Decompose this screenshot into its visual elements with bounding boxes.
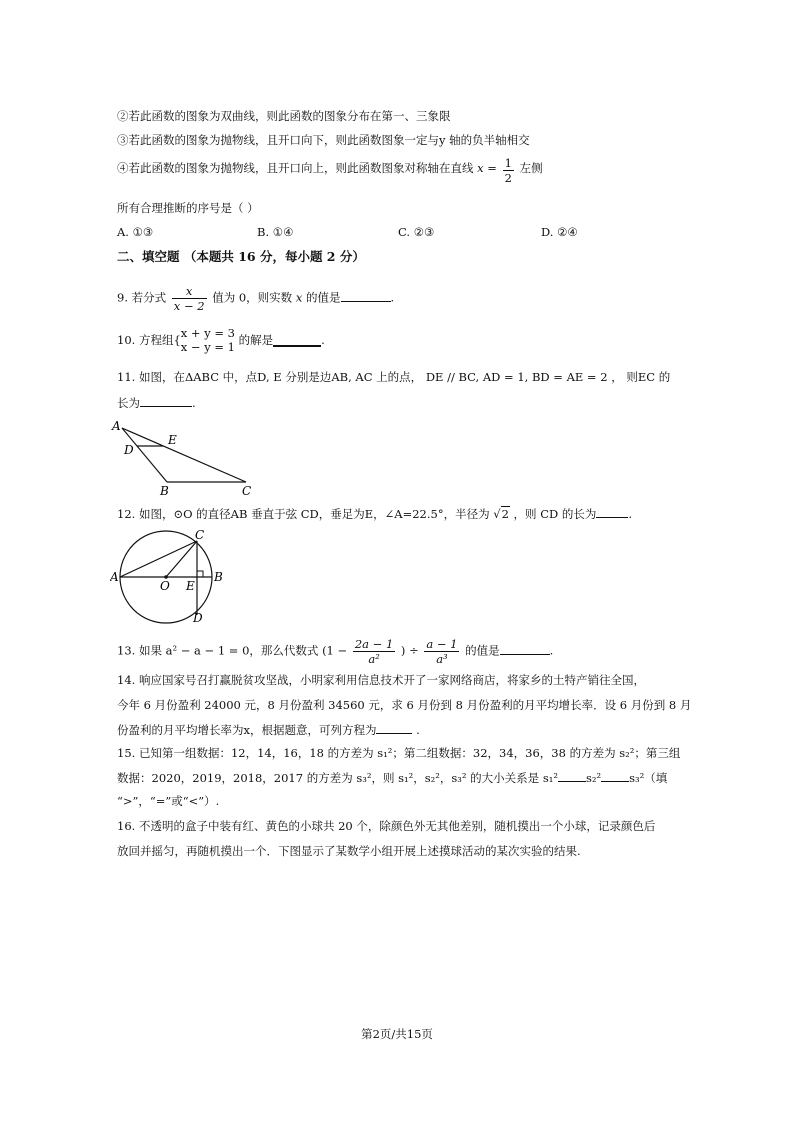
q10-system xyxy=(181,326,235,354)
question-16-line2: 放回并摇匀，再随机摸出一个．下图显示了某数学小组开展上述摸球活动的某次实验的结果. xyxy=(117,844,581,858)
q12-answer-blank[interactable] xyxy=(596,505,628,518)
q13-open: (1 − xyxy=(322,643,348,658)
q9-end: . xyxy=(390,290,395,305)
q9-numerator: x xyxy=(172,284,207,299)
label-b: B xyxy=(160,484,169,498)
q14-text-l3: 份盈利的月平均增长率为x，根据题意，可列方程为 xyxy=(117,723,377,737)
q10-end: . xyxy=(321,333,325,347)
section-title: 二、填空题 （本题共 16 分，每小题 2 分） xyxy=(117,249,365,264)
q13-text-a: 13. 如果 a² − a − 1 = 0，那么代数式 xyxy=(117,643,319,658)
label-o: O xyxy=(160,579,170,593)
q15-text-c: s₃²（填 xyxy=(629,771,668,785)
q15-answer-blank-1[interactable] xyxy=(558,769,586,782)
q12-end: . xyxy=(628,507,633,521)
q13-fraction-1 xyxy=(353,637,395,666)
statement-4-tail: 左侧 xyxy=(519,161,543,175)
q9-var: x xyxy=(295,290,303,305)
q9-answer-blank[interactable] xyxy=(341,289,391,302)
statement-2: ②若此函数的图象为双曲线，则此函数的图象分布在第一、三象限 xyxy=(117,109,451,123)
q11-end: . xyxy=(192,396,196,410)
label-a: A xyxy=(110,570,119,584)
statement-4-fraction xyxy=(503,156,514,185)
question-14-line1: 14. 响应国家号召打赢脱贫攻坚战，小明家利用信息技术开了一家网络商店，将家乡的土特产销往全国， xyxy=(117,673,645,687)
q10-text-b: 的解是 xyxy=(238,333,274,347)
option-a[interactable]: A. ①③ xyxy=(117,225,154,239)
q9-text-c: 的值是 xyxy=(306,290,341,305)
q10-eq2: x − y = 1 xyxy=(180,340,235,354)
q9-denominator: x − 2 xyxy=(173,299,205,313)
q15-text-a: 数据：2020，2019，2018，2017 的方差为 s₃²，则 s₁²，s₂²，s₃² 的大小关系是 s₁² xyxy=(117,771,558,785)
fraction-denominator: 2 xyxy=(504,171,512,185)
question-9 xyxy=(117,284,394,313)
question-15-line1: 15. 已知第一组数据：12，14，16，18 的方差为 s₁²；第二组数据：32，34，36，38 的方差为 s₂²；第三组 xyxy=(117,746,681,760)
q13-end: . xyxy=(549,643,554,658)
q10-answer-blank[interactable] xyxy=(273,333,321,347)
q13-fraction-2 xyxy=(424,637,459,666)
label-a: A xyxy=(112,419,121,433)
segment-ac xyxy=(122,428,246,482)
q9-text-a: 9. 若分式 xyxy=(117,290,167,305)
question-11-line1: 11. 如图，在ΔABC 中，点D, E 分别是边AB, AC 上的点， DE // BC, AD = 1, BD = AE = 2 ， 则EC 的 xyxy=(117,370,671,384)
q13-answer-blank[interactable] xyxy=(500,642,550,655)
circle-figure xyxy=(110,525,230,625)
label-d: D xyxy=(124,443,134,457)
question-11-line2 xyxy=(117,394,196,411)
q13-mid: ) ÷ xyxy=(400,643,419,658)
right-angle-mark xyxy=(197,571,203,577)
question-10 xyxy=(117,326,325,354)
question-16-line1: 16. 不透明的盒子中装有红、黄色的小球共 20 个，除颜色外无其他差别，随机摸出一个小球，记录颜色后 xyxy=(117,819,656,833)
question-14-line2: 今年 6 月份盈利 24000 元，8 月份盈利 34560 元，求 6 月份到 8 月份盈利的月平均增长率．设 6 月份到 8 月 xyxy=(117,698,692,712)
q10-eq1: x + y = 3 xyxy=(180,326,235,340)
q13-num1: 2a − 1 xyxy=(354,637,394,651)
option-b[interactable]: B. ①④ xyxy=(257,225,294,239)
statement-4-text: ④若此函数的图象为抛物线，且开口向上，则此函数图象对称轴在直线 xyxy=(117,161,474,175)
statement-4-x: x = xyxy=(477,161,497,175)
label-d: D xyxy=(193,611,203,625)
label-e: E xyxy=(168,433,177,447)
triangle-figure xyxy=(110,416,260,498)
sqrt-radicand: 2 xyxy=(501,507,509,521)
question-14-line3 xyxy=(117,721,420,738)
page-footer: 第2页/共15页 xyxy=(361,1027,433,1041)
q15-text-b: s₂² xyxy=(585,771,602,785)
q14-end: . xyxy=(412,723,420,737)
option-d[interactable]: D. ②④ xyxy=(541,225,578,239)
prompt-reasonable: 所有合理推断的序号是（ ） xyxy=(117,201,259,215)
q13-den1: a² xyxy=(368,652,380,666)
question-15-line2 xyxy=(117,769,667,786)
q10-text-a: 10. 方程组{ xyxy=(117,333,181,347)
q13-text-b: 的值是 xyxy=(465,643,500,658)
question-15-line3: “>”，“=”或“<”）. xyxy=(117,794,220,808)
question-13 xyxy=(117,637,553,666)
q11-text-l2: 长为 xyxy=(117,396,140,410)
q9-text-b: 值为 0，则实数 xyxy=(212,290,293,305)
option-c[interactable]: C. ②③ xyxy=(398,225,435,239)
question-12 xyxy=(117,505,632,522)
q15-answer-blank-2[interactable] xyxy=(601,769,629,782)
q12-text-b: ，则 CD 的长为 xyxy=(513,507,597,521)
sqrt-sign: √ xyxy=(493,507,501,521)
label-c: C xyxy=(242,484,252,498)
fraction-numerator: 1 xyxy=(504,156,512,170)
q12-sqrt xyxy=(493,506,510,522)
label-c: C xyxy=(195,528,205,542)
q9-fraction xyxy=(172,284,207,313)
label-b: B xyxy=(214,570,223,584)
statement-4 xyxy=(117,156,543,185)
label-e: E xyxy=(186,579,195,593)
statement-3: ③若此函数的图象为抛物线，且开口向下，则此函数图象一定与y 轴的负半轴相交 xyxy=(117,133,530,147)
q13-den2: a³ xyxy=(436,652,448,666)
q11-answer-blank[interactable] xyxy=(140,394,192,407)
q12-text-a: 12. 如图，⊙O 的直径AB 垂直于弦 CD，垂足为E，∠A=22.5°，半径为 xyxy=(117,507,490,521)
q14-answer-blank[interactable] xyxy=(376,721,412,734)
q13-num2: a − 1 xyxy=(426,637,458,651)
segment-oc xyxy=(166,541,197,577)
